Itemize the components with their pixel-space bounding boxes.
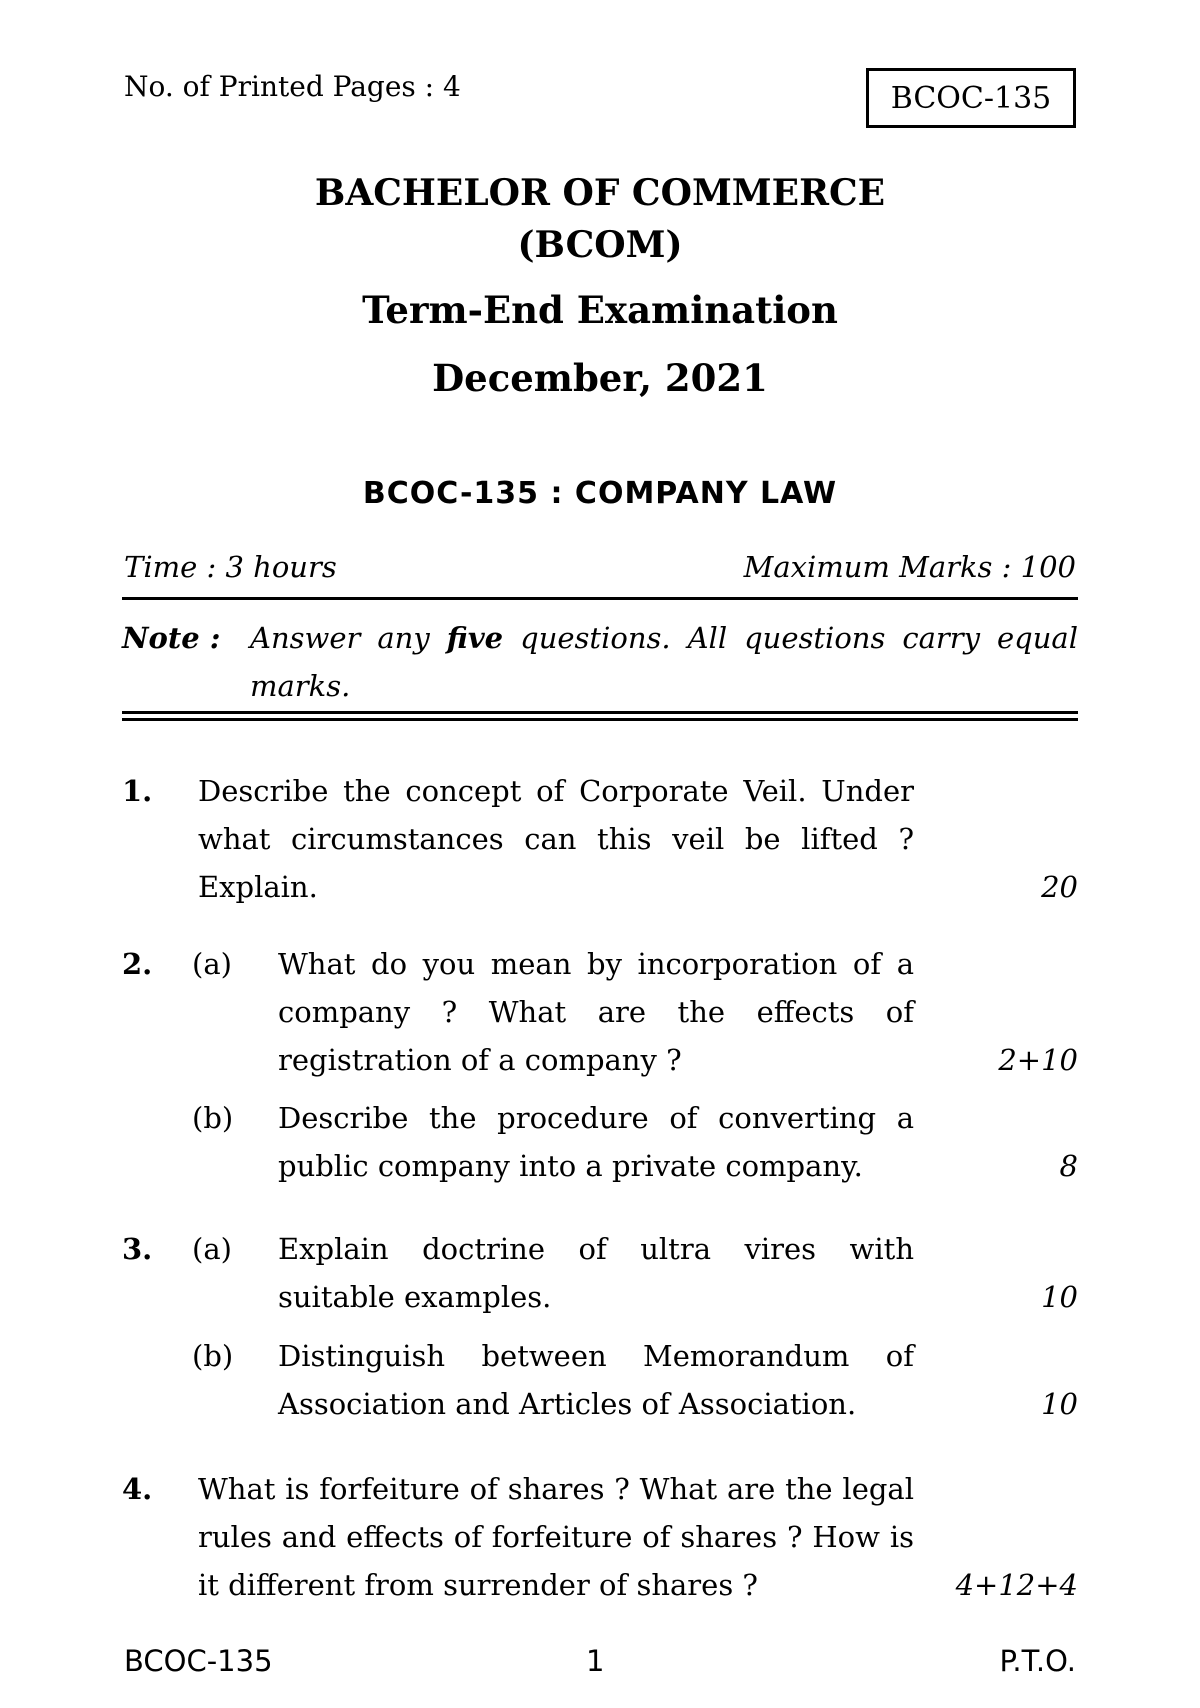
part-marks: 8 [1059,1149,1078,1183]
note-text [250,614,1078,710]
part-marks: 10 [1041,1280,1078,1314]
question-number: 1. [122,774,153,808]
part-text: What do you mean by incorporation of a company ? What are the effects of registration of a company ? [278,947,914,1077]
course-title: BCOC-135 : COMPANY LAW [362,476,838,511]
question-3 [122,1225,1078,1425]
footer-paper-code: BCOC-135 [124,1644,273,1678]
double-divider-top [122,711,1078,714]
exam-title: Term-End Examination [362,288,838,332]
note-label: Note : [122,621,221,655]
footer-pto: P.T.O. [999,1644,1076,1678]
double-divider-bottom [122,718,1078,721]
part-text: Distinguish between Memorandum of Association and Articles of Association. [278,1339,914,1421]
paper-code-box: BCOC-135 [866,68,1076,128]
part-marks: 2+10 [998,1043,1078,1077]
part-text: Explain doctrine of ultra vires with suitable examples. [278,1232,914,1314]
part-marks: 10 [1041,1387,1078,1421]
printed-pages: No. of Printed Pages : 4 [124,70,461,103]
question-2 [122,940,1078,1190]
question-marks: 4+12+4 [955,1568,1078,1602]
degree-title: BACHELOR OF COMMERCE [314,172,886,214]
question-number: 4. [122,1472,153,1506]
question-number: 3. [122,1232,153,1266]
footer-page-number: 1 [586,1644,605,1678]
note-emphasis: five [446,621,504,655]
part-label: (b) [192,1101,234,1135]
question-number: 2. [122,947,153,981]
question-4 [122,1465,1078,1615]
time-allowed: Time : 3 hours [124,550,337,584]
part-label: (a) [192,1232,232,1266]
question-1 [122,767,1078,917]
part-label: (a) [192,947,232,981]
note-text-part2: questions. All questions carry equal marks. [250,621,1078,703]
divider [122,597,1078,600]
degree-abbrev: (BCOM) [517,224,683,266]
question-text: What is forfeiture of shares ? What are the legal rules and effects of forfeiture of shares ? How is it different from surrender of shares ? [198,1472,914,1602]
question-text: Describe the concept of Corporate Veil. Under what circumstances can this veil be lifted ? Explain. [198,774,914,904]
question-marks: 20 [1041,870,1078,904]
maximum-marks: Maximum Marks : 100 [743,550,1076,584]
part-text: Describe the procedure of converting a public company into a private company. [278,1101,914,1183]
part-label: (b) [192,1339,234,1373]
exam-date: December, 2021 [432,356,768,400]
note-text-part1: Answer any [250,621,447,655]
